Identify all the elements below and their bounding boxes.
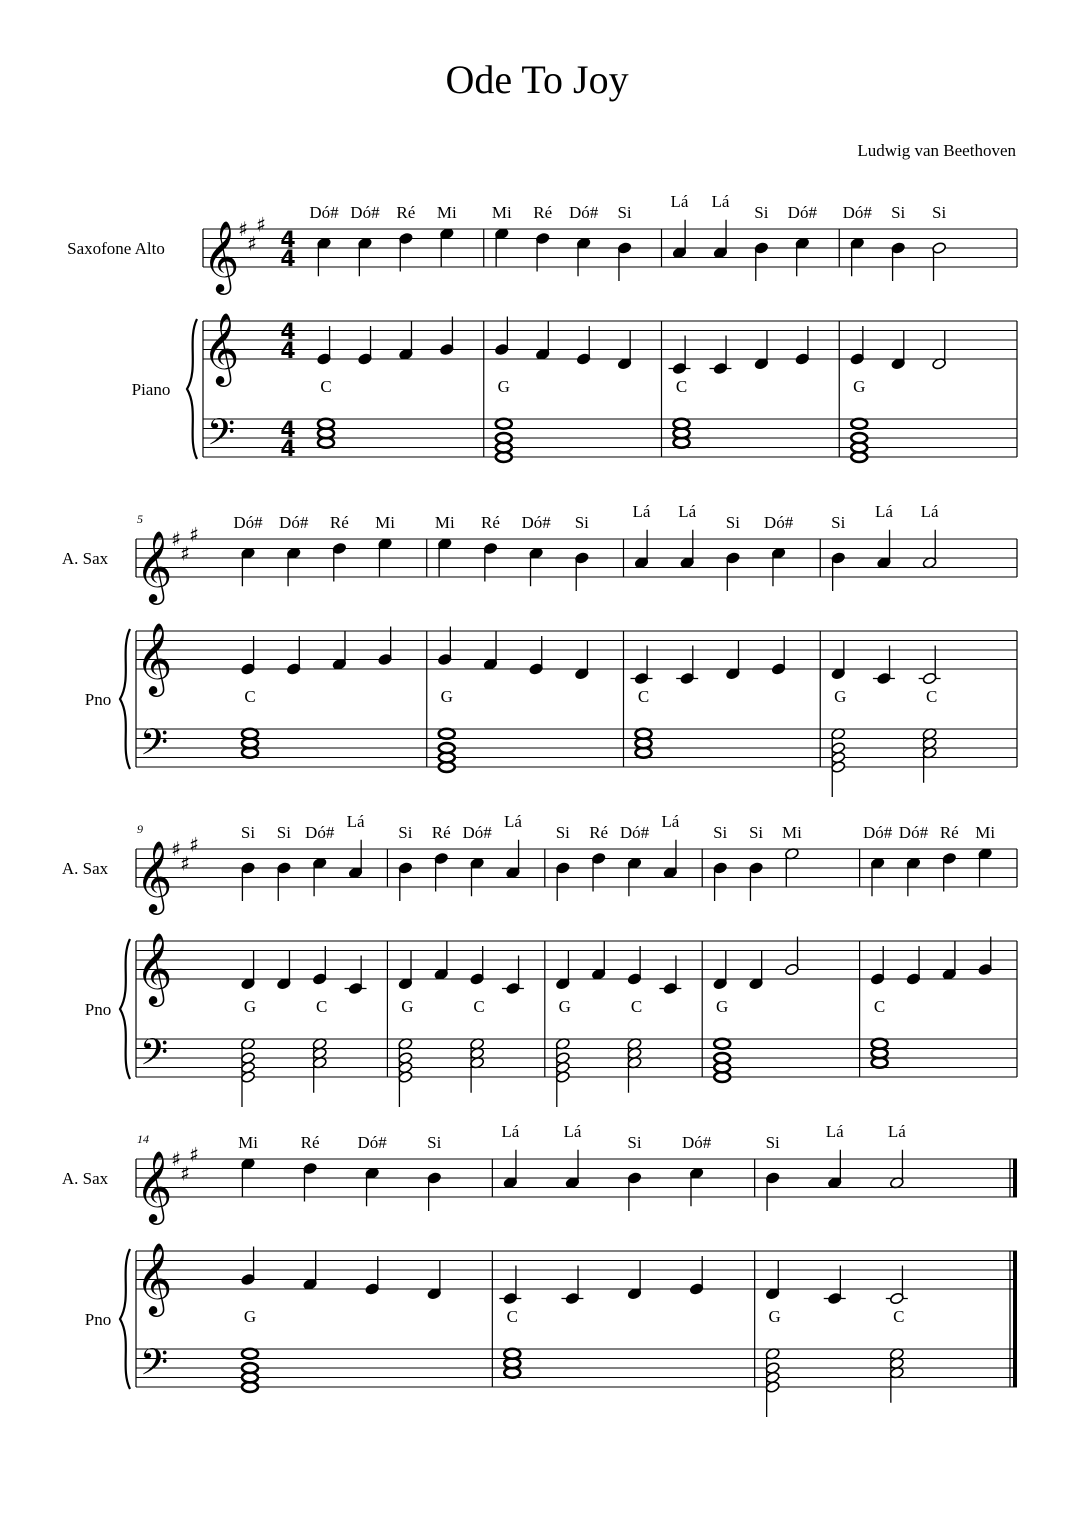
note-name-label: Dó# xyxy=(279,513,309,532)
instrument-label-piano: Piano xyxy=(131,380,171,399)
measure-number: 14 xyxy=(137,1132,149,1146)
chord-symbol: C xyxy=(873,997,886,1016)
note-name-label: Lá xyxy=(632,502,651,521)
bass-chord-note xyxy=(439,729,455,739)
sharp-icon: ♯ xyxy=(247,231,257,256)
treble-clef-icon: 𝄞 xyxy=(135,621,173,694)
time-signature-denominator: 4 xyxy=(280,339,296,364)
note-name-label: Si xyxy=(427,1133,442,1152)
time-signature-denominator: 4 xyxy=(280,247,296,272)
bass-chord-note xyxy=(851,433,867,443)
instrument-label-piano: Pno xyxy=(84,1000,112,1019)
instrument-label-sax: A. Sax xyxy=(61,549,109,568)
bass-chord-note xyxy=(439,743,455,753)
piano-brace xyxy=(120,629,130,769)
chord-symbol: G xyxy=(243,997,257,1016)
bass-chord-note xyxy=(636,729,652,739)
sharp-icon: ♯ xyxy=(180,541,190,566)
note-name-label: Si xyxy=(617,203,632,222)
note-name-label: Si xyxy=(754,203,769,222)
note-name-label: Mi xyxy=(436,203,457,222)
note-name-label: Dó# xyxy=(357,1133,387,1152)
chord-symbol: C xyxy=(473,997,485,1016)
chord-symbol: G xyxy=(716,997,729,1016)
bass-chord-note xyxy=(242,729,258,739)
sharp-icon: ♯ xyxy=(189,832,199,857)
note-name-label: Dó# xyxy=(233,513,263,532)
note-name-label: Lá xyxy=(503,812,522,831)
note-name-label: Lá xyxy=(501,1122,520,1141)
treble-clef-icon: 𝄞 xyxy=(135,529,173,602)
treble-clef-icon: 𝄞 xyxy=(135,1149,173,1222)
measure-number: 9 xyxy=(137,822,143,836)
note-name-label: Lá xyxy=(711,192,730,211)
note-name-label: Dó# xyxy=(521,513,551,532)
note-name-label: Mi xyxy=(375,513,395,532)
note-name-label: Dó# xyxy=(350,203,380,222)
bass-chord-note xyxy=(555,1052,570,1065)
bass-chord-note xyxy=(831,742,846,755)
instrument-label-sax: Saxofone Alto xyxy=(67,239,165,258)
sharp-icon: ♯ xyxy=(238,217,248,241)
time-signature-numerator: 4 xyxy=(280,320,296,345)
time-signature-numerator: 4 xyxy=(280,228,296,253)
composer-name: Ludwig van Beethoven xyxy=(857,141,1016,160)
piano-bass-staff xyxy=(136,1349,1017,1387)
note-name-label: Si xyxy=(555,823,570,842)
treble-clef-icon: 𝄞 xyxy=(135,1241,173,1314)
note-name-label: Lá xyxy=(670,192,689,211)
bass-clef-icon: 𝄢 xyxy=(139,1031,169,1083)
chord-symbol: C xyxy=(320,377,332,396)
note-name-label: Si xyxy=(627,1133,642,1152)
chord-symbol: C xyxy=(316,997,328,1016)
bass-chord-note xyxy=(714,1053,730,1063)
chord-symbol: C xyxy=(637,687,650,706)
sharp-icon: ♯ xyxy=(171,527,181,551)
note-name-label: Lá xyxy=(887,1122,906,1141)
chord-symbol: C xyxy=(893,1307,905,1326)
chord-symbol: G xyxy=(768,1307,781,1326)
instrument-label-sax: A. Sax xyxy=(61,1169,109,1188)
note-name-label: Dó# xyxy=(681,1133,712,1152)
piano-treble-staff xyxy=(203,321,1017,359)
note-name-label: Mi xyxy=(781,823,802,842)
bass-chord-note xyxy=(872,1039,888,1049)
treble-clef-icon: 𝄞 xyxy=(202,219,240,292)
bass-chord-note xyxy=(242,1349,258,1359)
note-name-label: Si xyxy=(891,203,906,222)
note-name-label: Lá xyxy=(874,502,893,521)
time-signature-denominator: 4 xyxy=(280,437,296,462)
bass-clef-icon: 𝄢 xyxy=(206,411,236,463)
sharp-icon: ♯ xyxy=(256,212,266,237)
sharp-icon: ♯ xyxy=(189,522,199,547)
chord-symbol: C xyxy=(506,1307,519,1326)
sharp-icon: ♯ xyxy=(180,851,190,876)
note-name-label: Si xyxy=(932,203,947,222)
piano-brace xyxy=(120,1249,130,1389)
bass-chord-note xyxy=(496,419,512,429)
bass-chord-note xyxy=(714,1039,730,1049)
note-name-label: Ré xyxy=(329,513,349,532)
chord-symbol: G xyxy=(834,687,847,706)
note-name-label: Ré xyxy=(431,823,451,842)
chord-symbol: G xyxy=(440,687,453,706)
bass-clef-icon: 𝄢 xyxy=(139,721,169,773)
sharp-icon: ♯ xyxy=(189,1142,199,1167)
note-name-label: Dó# xyxy=(305,823,335,842)
chord-symbol: G xyxy=(558,997,571,1016)
sharp-icon: ♯ xyxy=(171,1147,181,1171)
time-signature-numerator: 4 xyxy=(280,418,296,443)
bass-chord-note xyxy=(765,1362,780,1375)
piano-treble-staff xyxy=(136,631,1017,669)
note-name-label: Ré xyxy=(300,1133,320,1152)
measure-number: 5 xyxy=(137,512,143,526)
note-name-label: Si xyxy=(713,823,728,842)
bass-chord-note xyxy=(242,1363,258,1373)
note-name-label: Dó# xyxy=(787,203,817,222)
note-name-label: Si xyxy=(398,823,413,842)
chord-symbol: C xyxy=(244,687,256,706)
instrument-label-piano: Pno xyxy=(84,1310,112,1329)
bass-chord-note xyxy=(674,419,690,429)
note-name-label: Dó# xyxy=(862,823,893,842)
piano-treble-staff xyxy=(136,941,1017,979)
note-name-label: Si xyxy=(831,513,846,532)
treble-clef-icon: 𝄞 xyxy=(135,839,173,912)
instrument-label-piano: Pno xyxy=(84,690,112,709)
note-name-label: Si xyxy=(240,823,256,842)
chord-symbol: C xyxy=(925,687,938,706)
piano-brace xyxy=(120,939,130,1079)
note-name-label: Ré xyxy=(533,203,553,222)
bass-chord-note xyxy=(240,1052,255,1065)
piano-brace xyxy=(187,319,197,459)
note-name-label: Dó# xyxy=(309,203,339,222)
note-name-label: Ré xyxy=(396,203,416,222)
score-title: Ode To Joy xyxy=(445,57,629,102)
note-name-label: Lá xyxy=(346,812,365,831)
bass-chord-note xyxy=(851,419,867,429)
note-name-label: Mi xyxy=(434,513,455,532)
note-name-label: Mi xyxy=(975,823,996,842)
sax-staff xyxy=(136,1159,1017,1197)
chord-symbol: C xyxy=(630,997,643,1016)
note-name-label: Dó# xyxy=(568,203,599,222)
chord-symbol: G xyxy=(497,377,510,396)
note-name-label: Lá xyxy=(563,1122,582,1141)
bass-chord-note xyxy=(398,1052,413,1065)
chord-symbol: C xyxy=(675,377,688,396)
note-name-label: Dó# xyxy=(462,823,492,842)
note-name-label: Si xyxy=(574,513,589,532)
note-name-label: Dó# xyxy=(842,203,872,222)
note-name-label: Ré xyxy=(589,823,609,842)
note-name-label: Dó# xyxy=(619,823,650,842)
chord-symbol: G xyxy=(401,997,414,1016)
treble-clef-icon: 𝄞 xyxy=(135,931,173,1004)
note-name-label: Ré xyxy=(480,513,500,532)
note-name-label: Lá xyxy=(678,502,697,521)
chord-symbol: G xyxy=(853,377,866,396)
instrument-label-sax: A. Sax xyxy=(61,859,109,878)
bass-clef-icon: 𝄢 xyxy=(139,1341,169,1393)
note-name-label: Mi xyxy=(238,1133,258,1152)
note-name-label: Lá xyxy=(920,502,939,521)
note-name-label: Dó# xyxy=(898,823,929,842)
sharp-icon: ♯ xyxy=(180,1161,190,1186)
treble-clef-icon: 𝄞 xyxy=(202,311,240,384)
piano-treble-staff xyxy=(136,1251,1017,1289)
note-name-label: Lá xyxy=(661,812,680,831)
sharp-icon: ♯ xyxy=(171,837,181,861)
note-name-label: Dó# xyxy=(763,513,794,532)
bass-chord-note xyxy=(504,1349,520,1359)
chord-symbol: G xyxy=(243,1307,257,1326)
note-name-label: Ré xyxy=(939,823,959,842)
note-name-label: Si xyxy=(765,1133,780,1152)
note-name-label: Mi xyxy=(491,203,512,222)
bass-chord-note xyxy=(496,433,512,443)
note-name-label: Si xyxy=(276,823,291,842)
piano-bass-staff xyxy=(136,729,1017,767)
bass-chord-note xyxy=(318,419,334,429)
note-name-label: Si xyxy=(748,823,764,842)
sax-staff xyxy=(136,849,1017,887)
note-name-label: Lá xyxy=(825,1122,844,1141)
note-name-label: Si xyxy=(725,513,740,532)
